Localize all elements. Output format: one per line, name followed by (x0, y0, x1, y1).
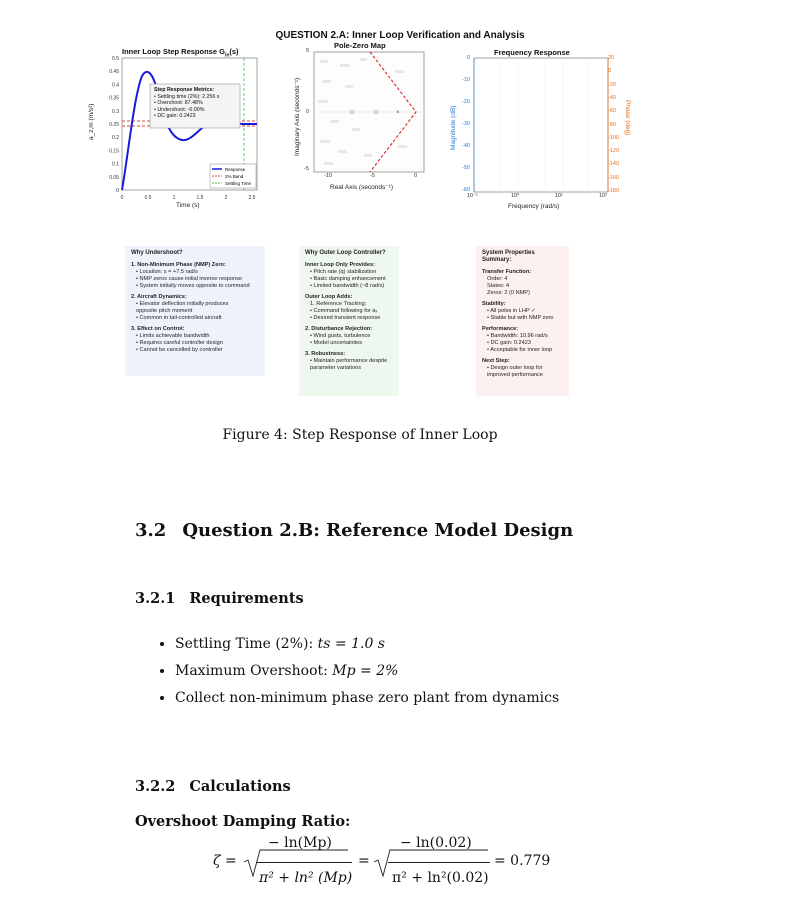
panel-line: parameter variations (310, 365, 361, 371)
pole-zero-plot (300, 50, 430, 180)
freq-xtick: 10⁰ (511, 193, 520, 199)
step-ytick: 0.15 (109, 148, 119, 155)
panel-line: • Acceptable for inner loop (487, 347, 553, 353)
step-xtick: 0.5 (144, 195, 152, 201)
panel-system-summary (476, 246, 569, 396)
step-xtick: 1.5 (196, 195, 204, 201)
section-heading: 3.2 Question 2.B: Reference Model Design (135, 520, 574, 541)
panel-heading: System Properties Summary: (482, 250, 535, 263)
requirements-heading: 3.2.1 Requirements (135, 590, 304, 607)
panel-line: • Bandwidth: 10.96 rad/s (487, 333, 548, 339)
freq-xlabel: Frequency (rad/s) (508, 203, 560, 210)
panel-block-title: 2. Disturbance Rejection: (305, 326, 373, 332)
panel-line: • Wind gusts, turbulence (310, 333, 371, 339)
svg-text:×: × (396, 110, 400, 116)
eq-zeta: ζ = (213, 853, 237, 869)
panel-heading: Why Undershoot? (131, 250, 183, 256)
panel-block-title: 1. Non-Minimum Phase (NMP) Zero: (131, 262, 226, 268)
legend-band: 2% Band (225, 174, 244, 179)
pz-xtick: 0 (414, 173, 418, 179)
list-item: • Settling Time (2%): ts = 1.0 s (175, 636, 559, 652)
panel-block-title: 2. Aircraft Dynamics: (131, 294, 187, 300)
panel-why-undershoot (125, 246, 265, 376)
panel-line: • Limited bandwidth (~8 rad/s) (310, 283, 385, 289)
panel-line: opposite pitch moment (136, 308, 193, 314)
panel-block-title: Next Step: (482, 358, 510, 364)
freq-ytick-left: -30 (462, 121, 470, 127)
panel-line: • Command following for aₓ (310, 308, 378, 314)
panel-line: • Location: s = +7.5 rad/s (136, 269, 198, 275)
panel-line: • Design outer loop for (487, 365, 543, 371)
panel-line: • All poles in LHP ✓ (487, 308, 536, 314)
frequency-response-plot (460, 56, 620, 206)
pz-xtick: -5 (370, 173, 375, 179)
freq-ytick-left: -10 (462, 77, 470, 83)
pz-ytick: 5 (306, 48, 310, 54)
freq-ytick-right: -80 (608, 121, 616, 128)
panel-block-title: Stability: (482, 301, 506, 307)
step-response-plot (98, 56, 268, 216)
freq-ytick-right: -180 (608, 188, 620, 194)
eq-result: = 0.779 (494, 853, 551, 869)
step-ytick: 0.1 (112, 161, 119, 168)
step-ytick: 0.25 (109, 122, 119, 128)
damping-ratio-heading: Overshoot Damping Ratio: (135, 813, 351, 830)
freq-ytick-right: 20 (608, 55, 615, 61)
freq-ytick-left: -40 (462, 143, 470, 149)
calculations-heading: 3.2.2 Calculations (135, 778, 291, 795)
panel-line: • Common in tail-controlled aircraft (136, 315, 222, 321)
step-ytick: 0.3 (112, 108, 119, 115)
freq-ytick-left: -20 (462, 99, 470, 105)
freq-xtick: 10⁻¹ (467, 193, 478, 199)
step-xtick: 2 (224, 195, 228, 201)
legend-response: Response (225, 167, 246, 172)
freq-ytick-right: -160 (608, 174, 620, 181)
panel-why-outer-loop (299, 246, 399, 396)
step-xtick: 0 (120, 195, 124, 201)
panel-heading: Why Outer Loop Controller? (305, 250, 386, 256)
panel-line: Order: 4 (487, 276, 508, 282)
list-item: • Collect non-minimum phase zero plant from dynamics (175, 690, 559, 706)
pz-ylabel: Imaginary Axis (seconds⁻¹) (294, 77, 301, 156)
panel-line: • System initially moves opposite to command (136, 283, 250, 289)
requirements-list (135, 636, 559, 717)
step-plot-title: Inner Loop Step Response $G_{in}(s)$ (122, 47, 239, 59)
panel-block-title: Performance: (482, 326, 519, 332)
freq-ylabel-right: Phase (deg) (624, 100, 631, 136)
panel-block-title: 3. Effect on Control: (131, 326, 185, 332)
pz-plot-title: Pole-Zero Map (334, 41, 386, 50)
freq-ytick-right: -20 (608, 81, 616, 88)
panel-block-title: Outer Loop Adds: (305, 294, 353, 300)
step-ytick: 0.35 (109, 95, 119, 102)
panel-line: • NMP zeros cause initial inverse response (136, 276, 243, 282)
panel-line: • Elevator deflection initially produces (136, 301, 229, 307)
eq-fraction-bar-1 (256, 862, 352, 863)
pz-xtick: -10 (324, 173, 332, 179)
figure-title: QUESTION 2.A: Inner Loop Verification and Analysis (275, 30, 525, 41)
pz-xlabel: Real Axis (seconds⁻¹) (330, 184, 394, 191)
step-ytick: 0.05 (109, 174, 119, 181)
freq-ytick-left: 0 (466, 55, 470, 61)
freq-xtick: 10¹ (555, 193, 563, 199)
step-ytick: 0.4 (112, 82, 119, 89)
eq-fraction-bar-2 (388, 862, 490, 863)
panel-line: improved performance (487, 372, 543, 378)
panel-line: Zeros: 2 (0 NMP) (487, 290, 530, 296)
panel-line: • Limits achievable bandwidth (136, 333, 210, 339)
eq-denominator-1: π² + ln² (Mp) (259, 870, 353, 886)
step-xlabel: Time (s) (176, 202, 200, 209)
step-ytick: 0.45 (109, 69, 119, 76)
figure-caption: Figure 4: Step Response of Inner Loop (222, 427, 498, 443)
eq-numerator-2: − ln(0.02) (400, 835, 472, 851)
panel-line: • Basic damping enhancement (310, 276, 386, 282)
panel-line: States: 4 (487, 283, 510, 289)
panel-line: • Maintain performance despite (310, 358, 388, 364)
panel-block-title: 3. Robustness: (305, 351, 346, 357)
panel-block-title: Inner Loop Only Provides: (305, 262, 375, 268)
step-xtick: 1 (172, 195, 176, 201)
freq-ytick-right: -120 (608, 148, 620, 155)
freq-ytick-left: -60 (462, 187, 470, 193)
panel-line: • DC gain: 0.2423 (487, 340, 531, 346)
panel-line: • Stable but with NMP zero (487, 315, 554, 321)
panel-line: • Cannot be cancelled by controller (136, 347, 223, 353)
panel-line: • Model uncertainties (310, 340, 363, 346)
legend-settling: Settling Time (225, 181, 252, 186)
panel-line: • Requires careful controller design (136, 340, 223, 346)
freq-ytick-left: -50 (462, 165, 470, 171)
step-xtick: 2.5 (248, 195, 256, 201)
panel-line: • Desired transient response (310, 315, 381, 321)
freq-ylabel-left: Magnitude (dB) (450, 105, 457, 150)
step-ytick: 0 (116, 188, 119, 194)
panel-line: • Pitch rate (q) stabilization (310, 269, 377, 275)
step-ytick: 0.2 (112, 135, 119, 142)
eq-denominator-2: π² + ln²(0.02) (392, 870, 489, 886)
freq-ytick-right: 0 (608, 68, 612, 75)
step-ylabel: a_z,m (m/s²) (88, 103, 95, 140)
freq-ytick-right: -100 (608, 134, 620, 141)
list-item: • Maximum Overshoot: Mp = 2% (175, 663, 559, 679)
eq-equals: = (358, 853, 370, 869)
panel-line: 1. Reference Tracking: (310, 301, 367, 307)
freq-ytick-right: -140 (608, 161, 620, 168)
freq-xtick: 10² (599, 193, 607, 199)
pz-ytick: 0 (306, 109, 310, 115)
freq-plot-title: Frequency Response (494, 48, 570, 57)
freq-ytick-right: -60 (608, 108, 616, 115)
pz-ytick: -5 (304, 166, 309, 172)
panel-block-title: Transfer Function: (482, 269, 532, 275)
freq-ytick-right: -40 (608, 94, 616, 101)
step-ytick: 0.5 (112, 56, 119, 62)
eq-numerator-1: − ln(Mp) (268, 835, 332, 851)
metrics-text: Step Response Metrics: • Settling time (2%): 2.256 s • Overshoot: 87.48% • Undershoot: -0.00% • DC gain: 0.2423 (154, 87, 220, 119)
